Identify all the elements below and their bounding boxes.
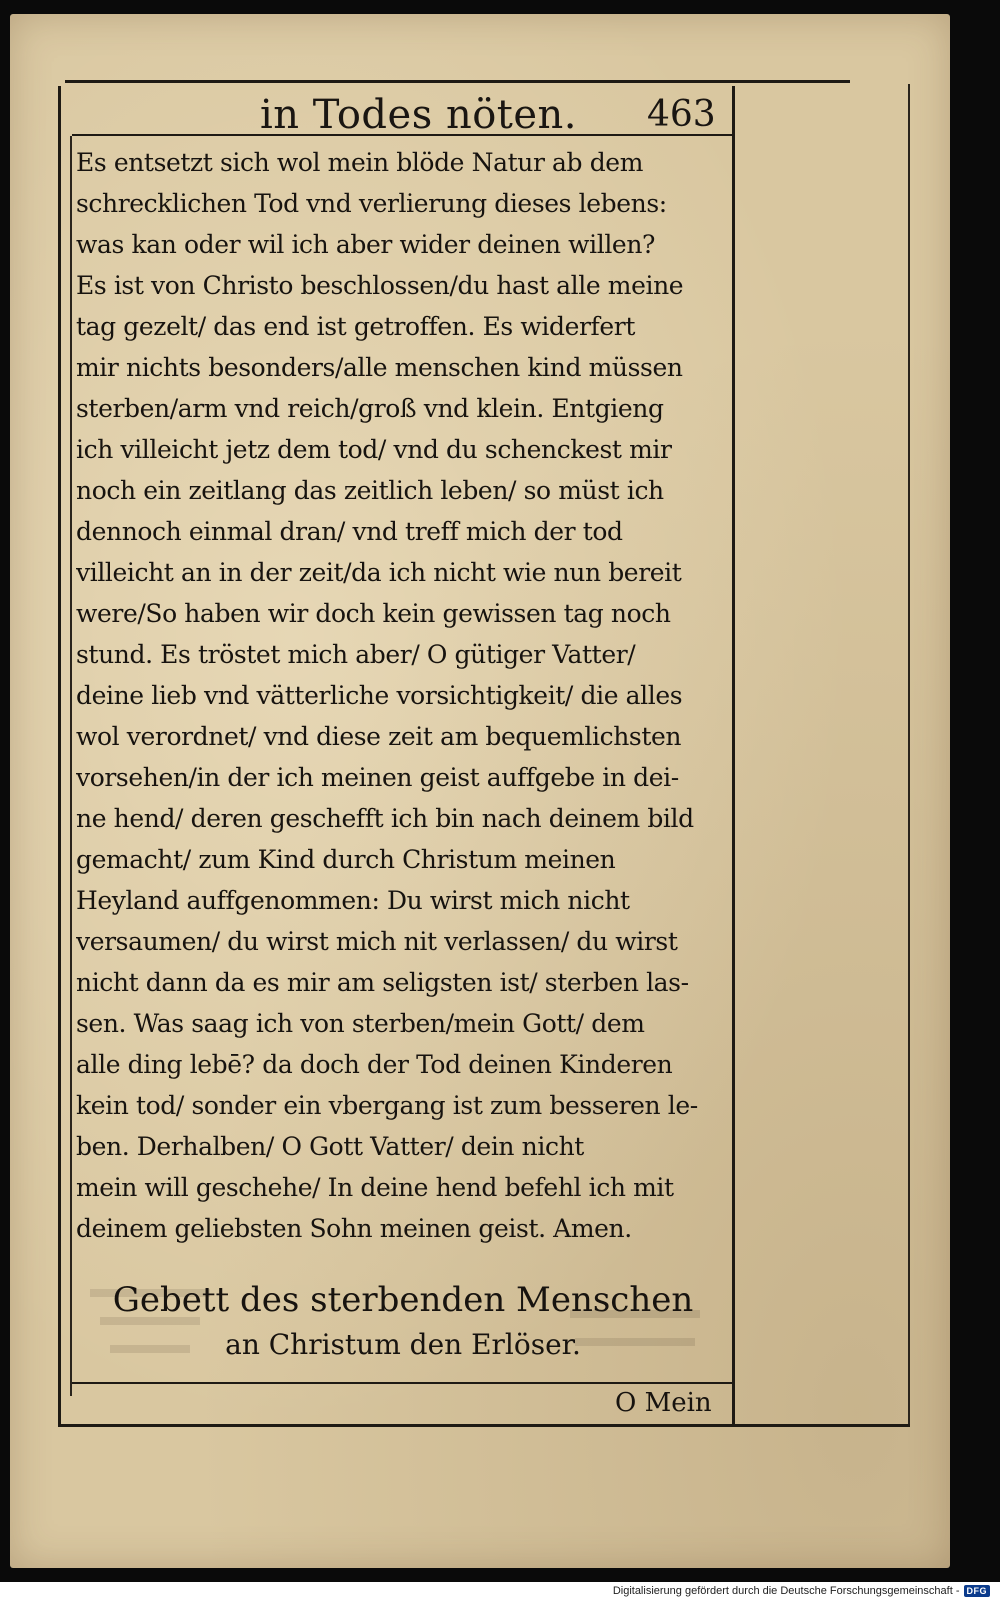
text-line: stund. Es tröstet mich aber/ O gütiger Vatter/ (76, 640, 636, 669)
text-line: Heyland auffgenommen: Du wirst mich nicht (76, 886, 630, 915)
text-line: kein tod/ sonder ein vbergang ist zum besseren le- (76, 1091, 698, 1120)
section-heading-line1: Gebett des sterbenden Menschen (112, 1280, 694, 1320)
text-line: nicht dann da es mir am seligsten ist/ sterben las- (76, 968, 689, 997)
running-head: in Todes nöten. (260, 92, 578, 138)
text-line: Es entsetzt sich wol mein blöde Natur ab dem (76, 148, 643, 177)
frame-rule-top (65, 80, 850, 83)
text-line: were/So haben wir doch kein gewissen tag noch (76, 599, 671, 628)
frame-rule-margin (908, 84, 910, 1424)
catchword: O Mein (615, 1388, 712, 1418)
text-line: ich villeicht jetz dem tod/ vnd du schenckest mir (76, 435, 672, 464)
text-line: Es ist von Christo beschlossen/du hast alle meine (76, 271, 684, 300)
text-line: villeicht an in der zeit/da ich nicht wie nun bereit (76, 558, 682, 587)
frame-rule-right (732, 86, 735, 1426)
text-line: vorsehen/in der ich meinen geist auffgebe in dei- (76, 763, 679, 792)
frame-rule-bottom-inner (72, 1382, 734, 1384)
page-number: 463 (647, 94, 716, 135)
text-line: schrecklichen Tod vnd verlierung dieses lebens: (76, 189, 667, 218)
text-line: mir nichts besonders/alle menschen kind müssen (76, 353, 683, 382)
text-line: sen. Was saag ich von sterben/mein Gott/ dem (76, 1009, 645, 1038)
text-line: gemacht/ zum Kind durch Christum meinen (76, 845, 616, 874)
credit-text: Digitalisierung gefördert durch die Deutsche Forschungsgemeinschaft - (612, 1585, 960, 1597)
frame-rule-bottom (58, 1424, 910, 1427)
text-line: alle ding lebē? da doch der Tod deinen Kinderen (76, 1050, 673, 1079)
text-line: wol verordnet/ vnd diese zeit am bequemlichsten (76, 722, 682, 751)
text-line: deinem geliebsten Sohn meinen geist. Amen. (76, 1214, 632, 1243)
text-line: ben. Derhalben/ O Gott Vatter/ dein nicht (76, 1132, 584, 1161)
frame-rule-left (58, 86, 61, 1426)
section-heading-line2: an Christum den Erlöser. (225, 1328, 581, 1361)
dfg-logo: DFG (964, 1585, 991, 1597)
text-line: versaumen/ du wirst mich nit verlassen/ du wirst (76, 927, 678, 956)
text-line: sterben/arm vnd reich/groß vnd klein. Entgieng (76, 394, 664, 423)
book-page (10, 14, 950, 1568)
text-line: ne hend/ deren geschefft ich bin nach deinem bild (76, 804, 694, 833)
body-text (76, 142, 730, 1249)
text-line: deine lieb vnd vätterliche vorsichtigkeit/ die alles (76, 681, 683, 710)
text-line: dennoch einmal dran/ vnd treff mich der tod (76, 517, 623, 546)
text-line: mein will geschehe/ In deine hend befehl ich mit (76, 1173, 674, 1202)
text-line: tag gezelt/ das end ist getroffen. Es widerfert (76, 312, 635, 341)
text-line: noch ein zeitlang das zeitlich leben/ so müst ich (76, 476, 664, 505)
text-line: was kan oder wil ich aber wider deinen willen? (76, 230, 656, 259)
frame-rule-left-inner (70, 136, 72, 1396)
digitization-credit (613, 1585, 990, 1597)
section-heading (76, 1276, 730, 1366)
